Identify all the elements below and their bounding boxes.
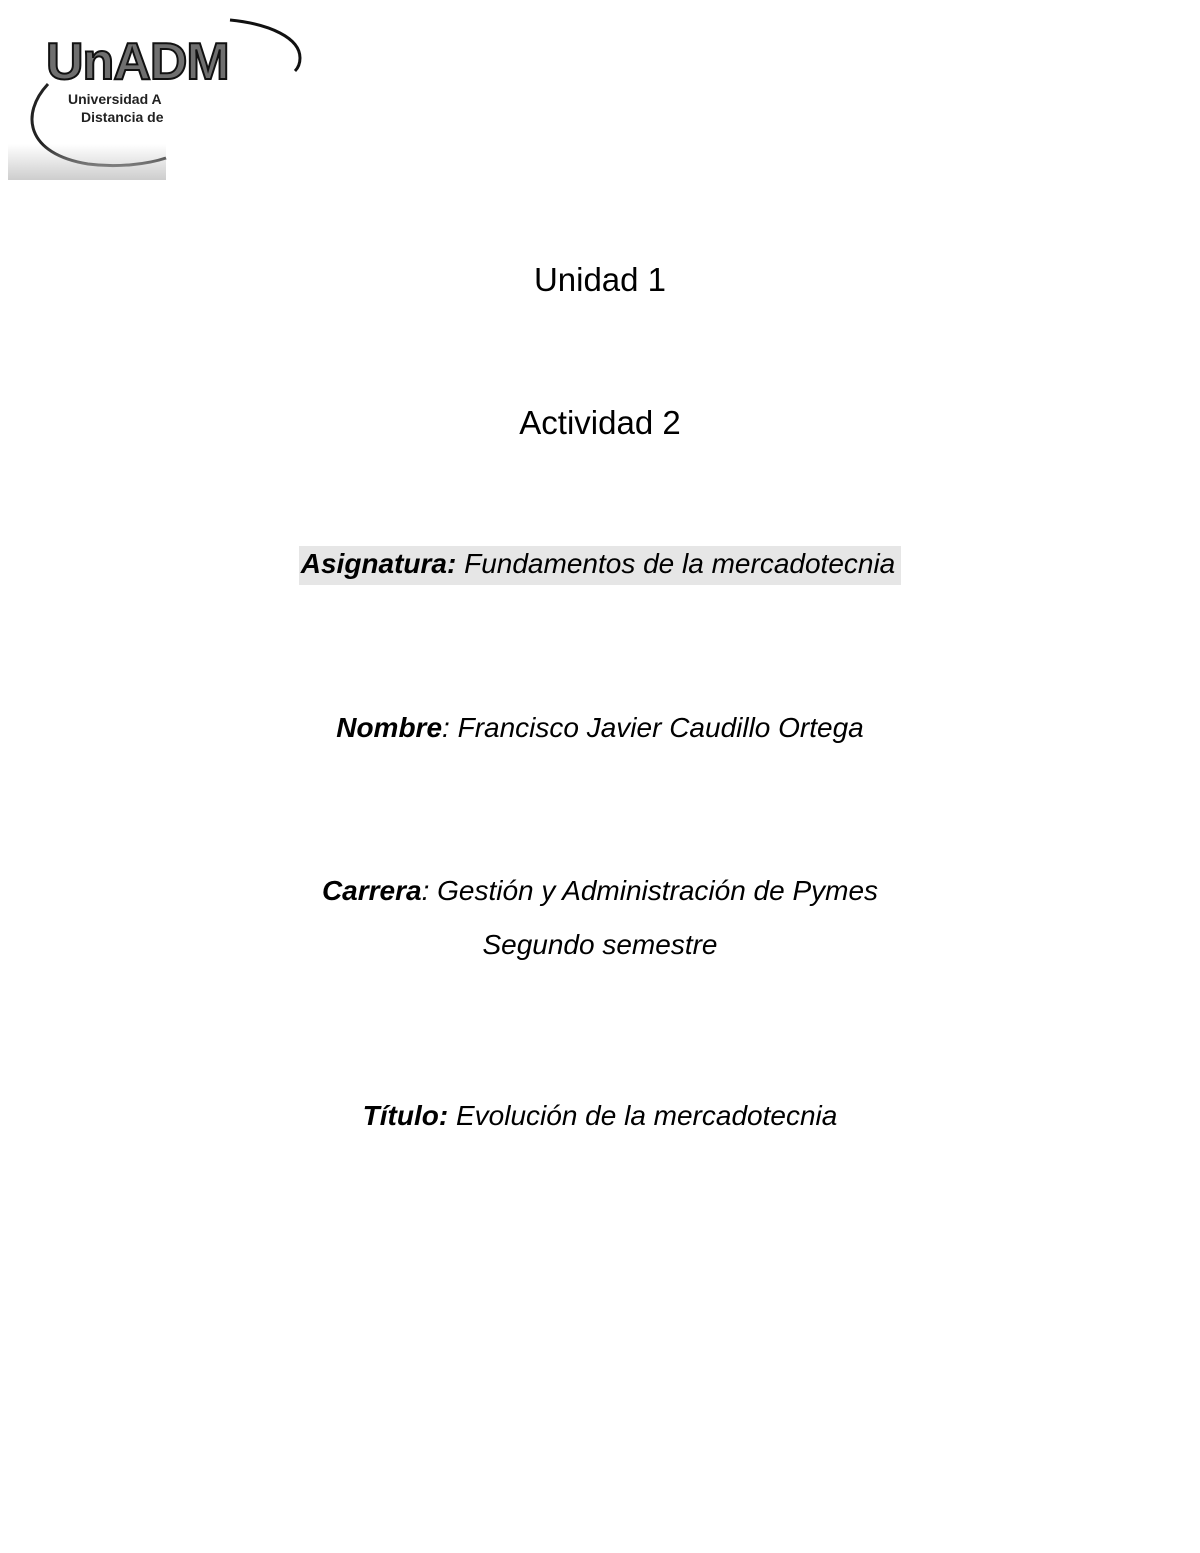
title-line [0,1102,1200,1130]
logo-wordmark: UnADM [46,33,229,91]
logo-cropped-area [8,14,229,180]
career-line [0,877,1200,905]
activity-heading: Actividad 2 [519,404,681,441]
logo-text-line-1: Universidad A [68,91,162,107]
subject-label: Asignatura: [300,548,457,579]
name-label: Nombre [336,712,443,743]
logo-text-line-2: Distancia de [81,109,164,125]
subject-value: Fundamentos de la mercadotecnia [456,548,896,579]
university-logo [8,14,308,180]
unit-heading: Unidad 1 [533,261,667,298]
logo-shadow [8,144,166,180]
title-label: Título: [362,1100,449,1131]
career-value: : Gestión y Administración de Pymes [421,875,879,906]
subject-highlight [299,546,902,585]
career-label: Carrera [321,875,422,906]
semester-line: Segundo semestre [482,929,718,960]
subject-line [0,550,1200,578]
name-line [0,714,1200,742]
title-value: Evolución de la mercadotecnia [448,1100,838,1131]
name-value: : Francisco Javier Caudillo Ortega [442,712,864,743]
